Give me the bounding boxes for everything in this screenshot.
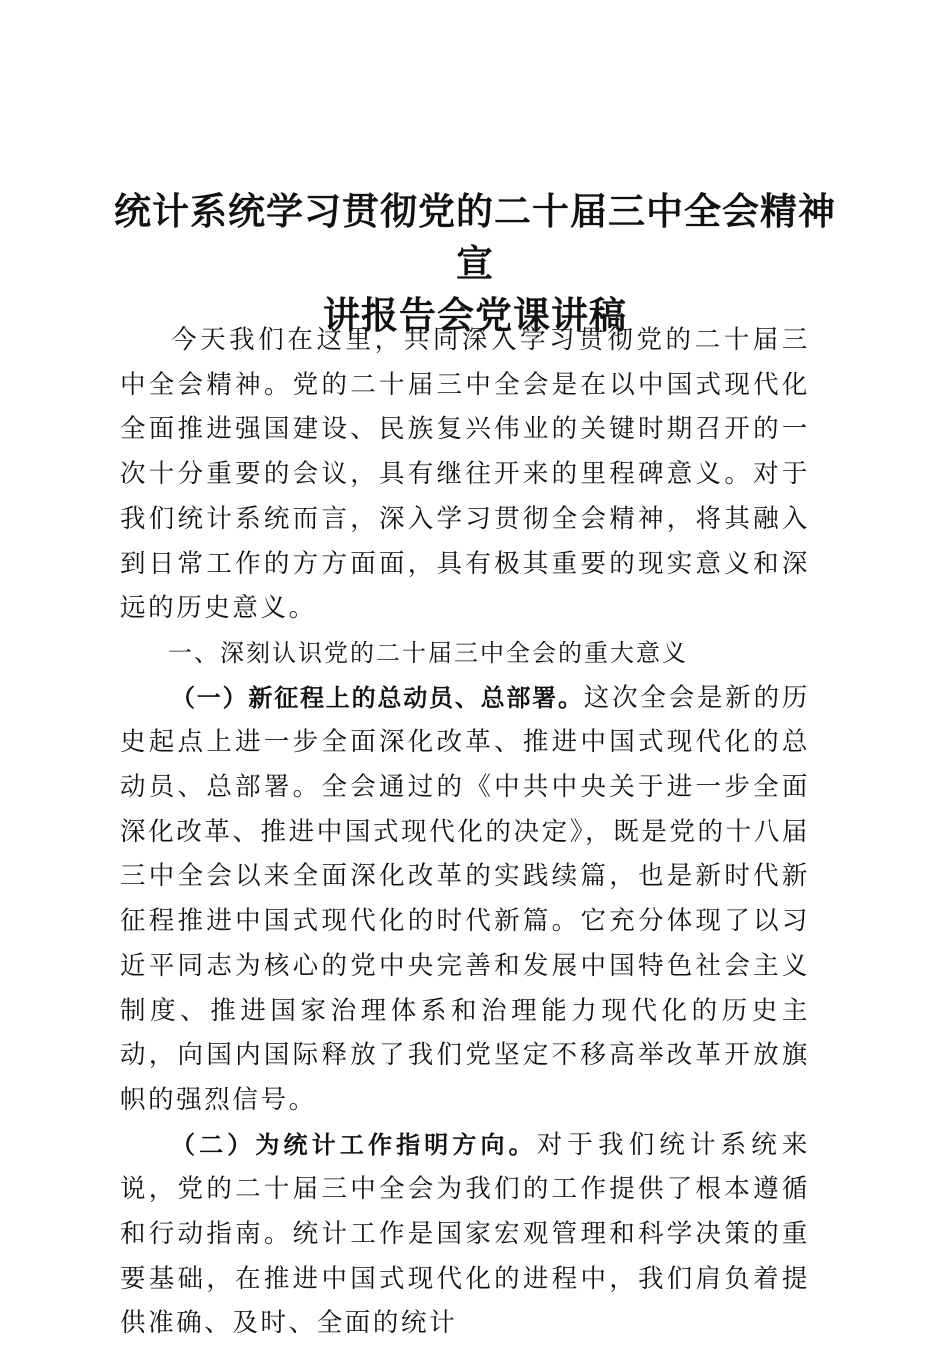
document-body <box>120 318 810 1346</box>
subsection-1-text: 这次全会是新的历史起点上进一步全面深化改革、推进中国式现代化的总动员、总部署。全会通过的《中共中央关于进一步全面深化改革、推进中国式现代化的决定》，既是党的十八届三中全会以来全面深化改革的实践续篇，也是新时代新征程推进中国式现代化的时代新篇。它充分体现了以习近平同志为核心的党中央完善和发展中国特色社会主义制度、推进国家治理体系和治理能力现代化的历史主动，向国内国际释放了我们党坚定不移高举改革开放旗帜的强烈信号。 <box>120 682 810 1115</box>
subsection-1-paragraph <box>120 676 810 1123</box>
section-heading-1: 一、深刻认识党的二十届三中全会的重大意义 <box>168 638 688 667</box>
subsection-2-lead: （二）为统计工作指明方向。 <box>171 1130 537 1159</box>
title-line-2: 讲报告会党课讲稿 <box>323 294 627 337</box>
subsection-2-text: 对于我们统计系统来说，党的二十届三中全会为我们的工作提供了根本遵循和行动指南。统计工作是国家宏观管理和科学决策的重要基础，在推进中国式现代化的进程中，我们肩负着提供准确、及时、全面的统计 <box>120 1129 810 1339</box>
subsection-2-paragraph <box>120 1123 810 1346</box>
title-line-1: 统计系统学习贯彻党的二十届三中全会精神宣 <box>114 190 836 285</box>
subsection-1-lead: （一）新征程上的总动员、总部署。 <box>171 683 584 712</box>
intro-paragraph: 今天我们在这里，共同深入学习贯彻党的二十届三中全会精神。党的二十届三中全会是在以中国式现代化全面推进强国建设、民族复兴伟业的关键时期召开的一次十分重要的会议，具有继往开来的里程碑意义。对于我们统计系统而言，深入学习贯彻全会精神，将其融入到日常工作的方方面面，具有极其重要的现实意义和深远的历史意义。 <box>120 325 810 624</box>
